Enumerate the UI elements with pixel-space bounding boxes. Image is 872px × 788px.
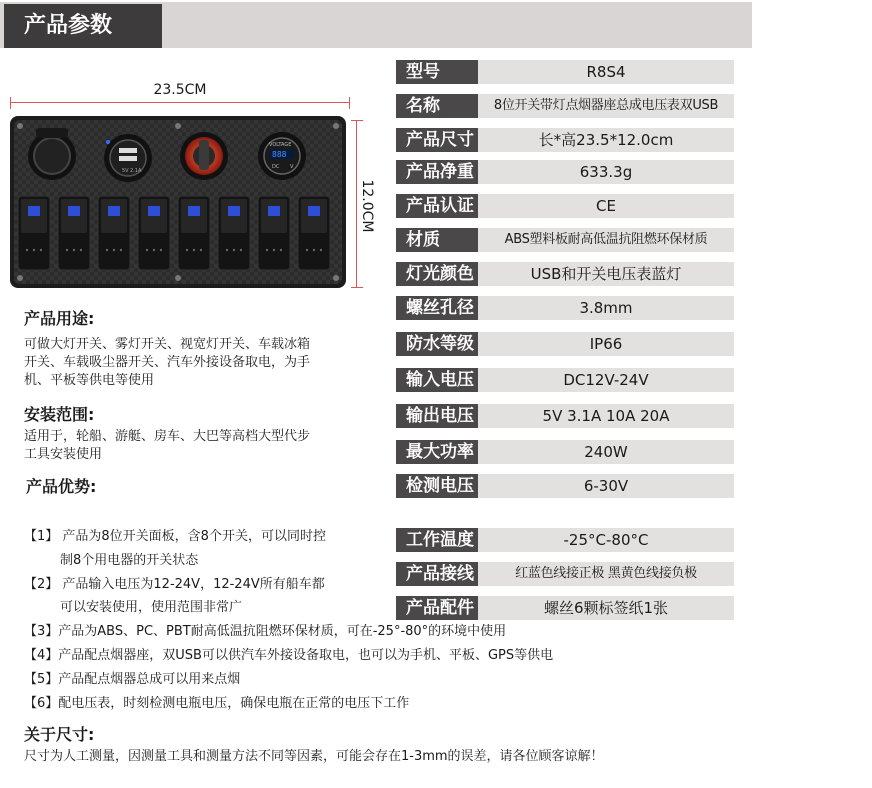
spec-label: 灯光颜色 — [396, 262, 478, 286]
spec-row-screw — [396, 296, 734, 320]
spec-value: 240W — [478, 440, 734, 464]
spec-label: 产品配件 — [396, 596, 478, 620]
rocker-switch — [258, 196, 290, 270]
advantage-item: 【6】配电压表，时刻检测电瓶电压，确保电瓶在正常的电压下工作 — [24, 696, 410, 711]
rocker-switch — [218, 196, 250, 270]
rocker-switch — [298, 196, 330, 270]
usb-label-2: 2.1A — [130, 168, 142, 174]
spec-value: DC12V-24V — [478, 368, 734, 392]
spec-row-waterproof — [396, 332, 734, 356]
size-note-text: 尺寸为人工测量，因测量工具和测量方法不同等因素，可能会存在1-3mm的误差，请各位顾客谅解！ — [24, 749, 604, 764]
spec-row-wiring — [396, 562, 734, 586]
page-title: 产品参数 — [4, 4, 162, 48]
usage-title: 产品用途: — [24, 309, 95, 328]
spec-label: 输入电压 — [396, 368, 478, 392]
spec-label: 产品净重 — [396, 160, 478, 184]
screw-hole — [333, 275, 339, 281]
spec-label: 产品认证 — [396, 194, 478, 218]
svg-text:888: 888 — [272, 150, 287, 159]
spec-row-input-voltage — [396, 368, 734, 392]
screw-hole — [175, 275, 181, 281]
spec-value: R8S4 — [478, 60, 734, 84]
spec-row-name — [396, 94, 734, 118]
voltmeter-dc: DC — [272, 164, 280, 170]
spec-value: 3.8mm — [478, 296, 734, 320]
usb-label-1: 5V — [122, 168, 129, 174]
usage-line-3: 机、平板等供电等使用 — [24, 373, 155, 388]
spec-value: 5V 3.1A 10A 20A — [478, 404, 734, 428]
rocker-switch — [138, 196, 170, 270]
size-note-title: 关于尺寸: — [24, 725, 95, 744]
spec-row-model — [396, 60, 734, 84]
spec-value: 8位开关带灯点烟器座总成电压表双USB — [478, 94, 734, 118]
width-dimension-line — [10, 102, 350, 103]
spec-value: ABS塑料板耐高低温抗阻燃环保材质 — [478, 228, 734, 252]
spec-row-light — [396, 262, 734, 286]
advantage-item: 制8个用电器的开关状态 — [60, 553, 199, 568]
spec-value: USB和开关电压表蓝灯 — [478, 262, 734, 286]
spec-row-weight — [396, 160, 734, 184]
rocker-switch — [18, 196, 50, 270]
spec-label: 输出电压 — [396, 404, 478, 428]
spec-row-size — [396, 128, 734, 152]
spec-label: 产品接线 — [396, 562, 478, 586]
switch-panel-image — [10, 116, 346, 288]
spec-label: 工作温度 — [396, 528, 478, 552]
spec-value: 红蓝色线接正极 黑黄色线接负极 — [478, 562, 734, 586]
screw-hole — [17, 275, 23, 281]
height-dimension-label: 12.0CM — [359, 179, 375, 233]
spec-label: 材质 — [396, 228, 478, 252]
spec-label: 螺丝孔径 — [396, 296, 478, 320]
advantage-item: 可以安装使用，使用范围非常广 — [60, 600, 243, 615]
spec-row-output-voltage — [396, 404, 734, 428]
install-line-2: 工具安装使用 — [24, 447, 103, 462]
spec-value: -25°C-80°C — [478, 528, 734, 552]
advantage-item: 【5】产品配点烟器总成可以用来点烟 — [24, 672, 241, 687]
spec-label: 最大功率 — [396, 440, 478, 464]
usage-line-2: 开关、车载吸尘器开关、汽车外接设备取电，为手 — [24, 355, 311, 370]
spec-label: 名称 — [396, 94, 478, 118]
spec-row-material — [396, 228, 734, 252]
width-dimension-label: 23.5CM — [153, 82, 207, 98]
voltmeter-label: VOLTAGE — [269, 142, 292, 148]
usage-line-1: 可做大灯开关、雾灯开关、视宽灯开关、车载冰箱 — [24, 337, 311, 352]
spec-label: 检测电压 — [396, 474, 478, 498]
rocker-switch — [178, 196, 210, 270]
spec-value: 长*高23.5*12.0cm — [478, 128, 734, 152]
advantage-item: 【4】产品配点烟器座，双USB可以供汽车外接设备取电，也可以为手机、平板、GPS等供电 — [24, 648, 554, 663]
rocker-switch — [58, 196, 90, 270]
spec-row-detect-voltage — [396, 474, 734, 498]
screw-hole — [333, 123, 339, 129]
spec-row-max-power — [396, 440, 734, 464]
rocker-switch — [98, 196, 130, 270]
spec-row-cert — [396, 194, 734, 218]
spec-value: CE — [478, 194, 734, 218]
advantage-item: 【1】 产品为8位开关面板，含8个开关，可以同时控 — [24, 529, 326, 544]
voltmeter-v: V — [290, 164, 294, 170]
install-title: 安装范围: — [24, 405, 95, 424]
advantage-item: 【2】 产品输入电压为12-24V，12-24V所有船车都 — [24, 577, 325, 592]
spec-value: 6-30V — [478, 474, 734, 498]
usb-charger — [104, 134, 152, 182]
spec-row-accessories — [396, 596, 734, 620]
spec-value: IP66 — [478, 332, 734, 356]
spec-label: 产品尺寸 — [396, 128, 478, 152]
advantage-item: 【3】产品为ABS、PC、PBT耐高低温抗阻燃环保材质，可在-25°-80°的环境中使用 — [24, 624, 507, 639]
spec-label: 型号 — [396, 60, 478, 84]
screw-hole — [17, 123, 23, 129]
spec-value: 螺丝6颗标签纸1张 — [478, 596, 734, 620]
screw-hole — [175, 123, 181, 129]
spec-label: 防水等级 — [396, 332, 478, 356]
voltmeter — [258, 132, 306, 180]
spec-value: 633.3g — [478, 160, 734, 184]
advantages-title: 产品优势: — [26, 477, 97, 496]
cigarette-lighter — [180, 132, 228, 180]
install-line-1: 适用于，轮船、游艇、房车、大巴等高档大型代步 — [24, 429, 311, 444]
spec-row-work-temp — [396, 528, 734, 552]
